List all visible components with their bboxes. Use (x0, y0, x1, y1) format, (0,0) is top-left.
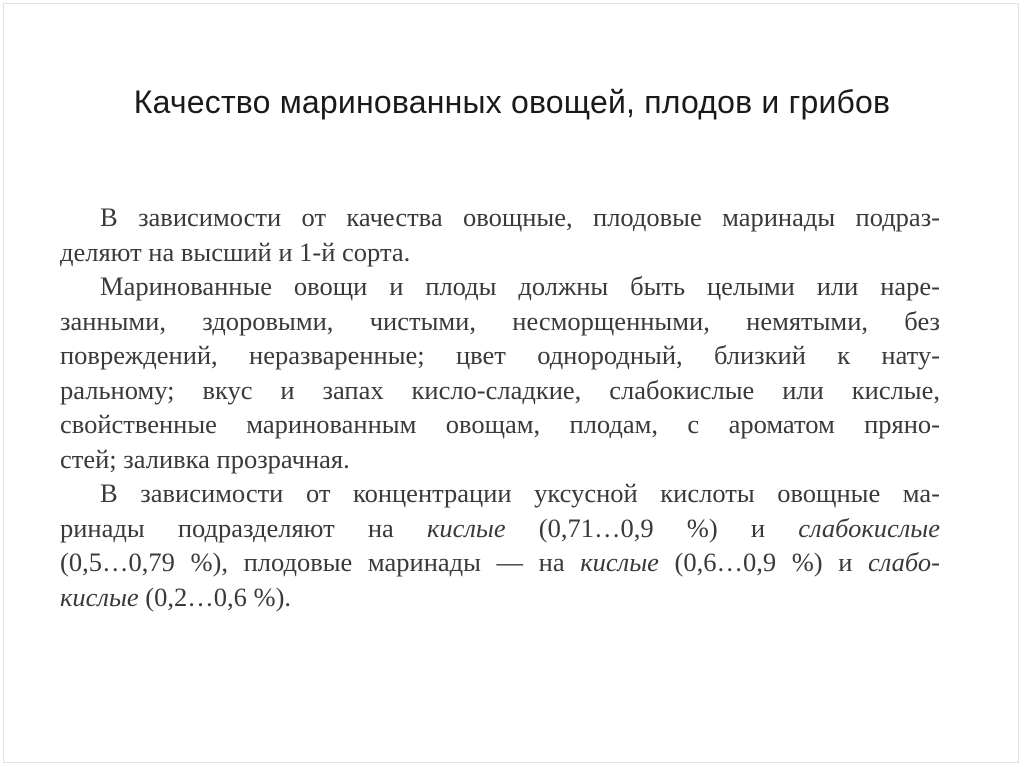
italic-term: кислые (580, 547, 659, 577)
text-segment: (0,71…0,9 %) и (505, 512, 799, 543)
italic-term: кислые (60, 581, 139, 612)
slide-title: Качество маринованных овощей, плодов и грибов (133, 84, 891, 120)
paragraph-1-line-1: В зависимости от качества овощные, плодовые маринады подраз- (100, 202, 940, 232)
italic-term: слабокислые (798, 512, 940, 543)
paragraph-3-line-4 (60, 580, 940, 615)
paragraph-3-line-1: В зависимости от концентрации уксусной кислоты овощные ма- (100, 478, 940, 508)
italic-term: слабо- (868, 547, 940, 577)
italic-term: кислые (426, 512, 506, 543)
text-segment: (0,6…0,9 %) и (658, 547, 869, 577)
text-segment: (0,5…0,79 %), плодовые маринады — на (60, 547, 581, 577)
text-segment: (0,2…0,6 %). (138, 581, 292, 612)
text-segment: ринады подразделяют на (60, 512, 427, 543)
paragraph-3-line-2 (60, 511, 940, 546)
paragraph-2-line-6: стей; заливка прозрачная. (60, 443, 350, 474)
body-text (60, 200, 940, 614)
paragraph-3-line-3 (60, 545, 940, 580)
paragraph-2-line-2: занными, здоровыми, чистыми, несморщенными, немятыми, без (60, 305, 940, 336)
paragraph-1-line-2: деляют на высший и 1-й сорта. (60, 236, 411, 267)
paragraph-2-line-4: ральному; вкус и запах кисло-сладкие, слабокислые или кислые, (60, 374, 940, 405)
paragraph-2-line-1: Маринованные овощи и плоды должны быть целыми или наре- (100, 271, 940, 301)
paragraph-2-line-3: повреждений, неразваренные; цвет однородный, близкий к нату- (60, 340, 940, 370)
paragraph-2-line-5: свойственные маринованным овощам, плодам, с ароматом пряно- (60, 409, 940, 439)
